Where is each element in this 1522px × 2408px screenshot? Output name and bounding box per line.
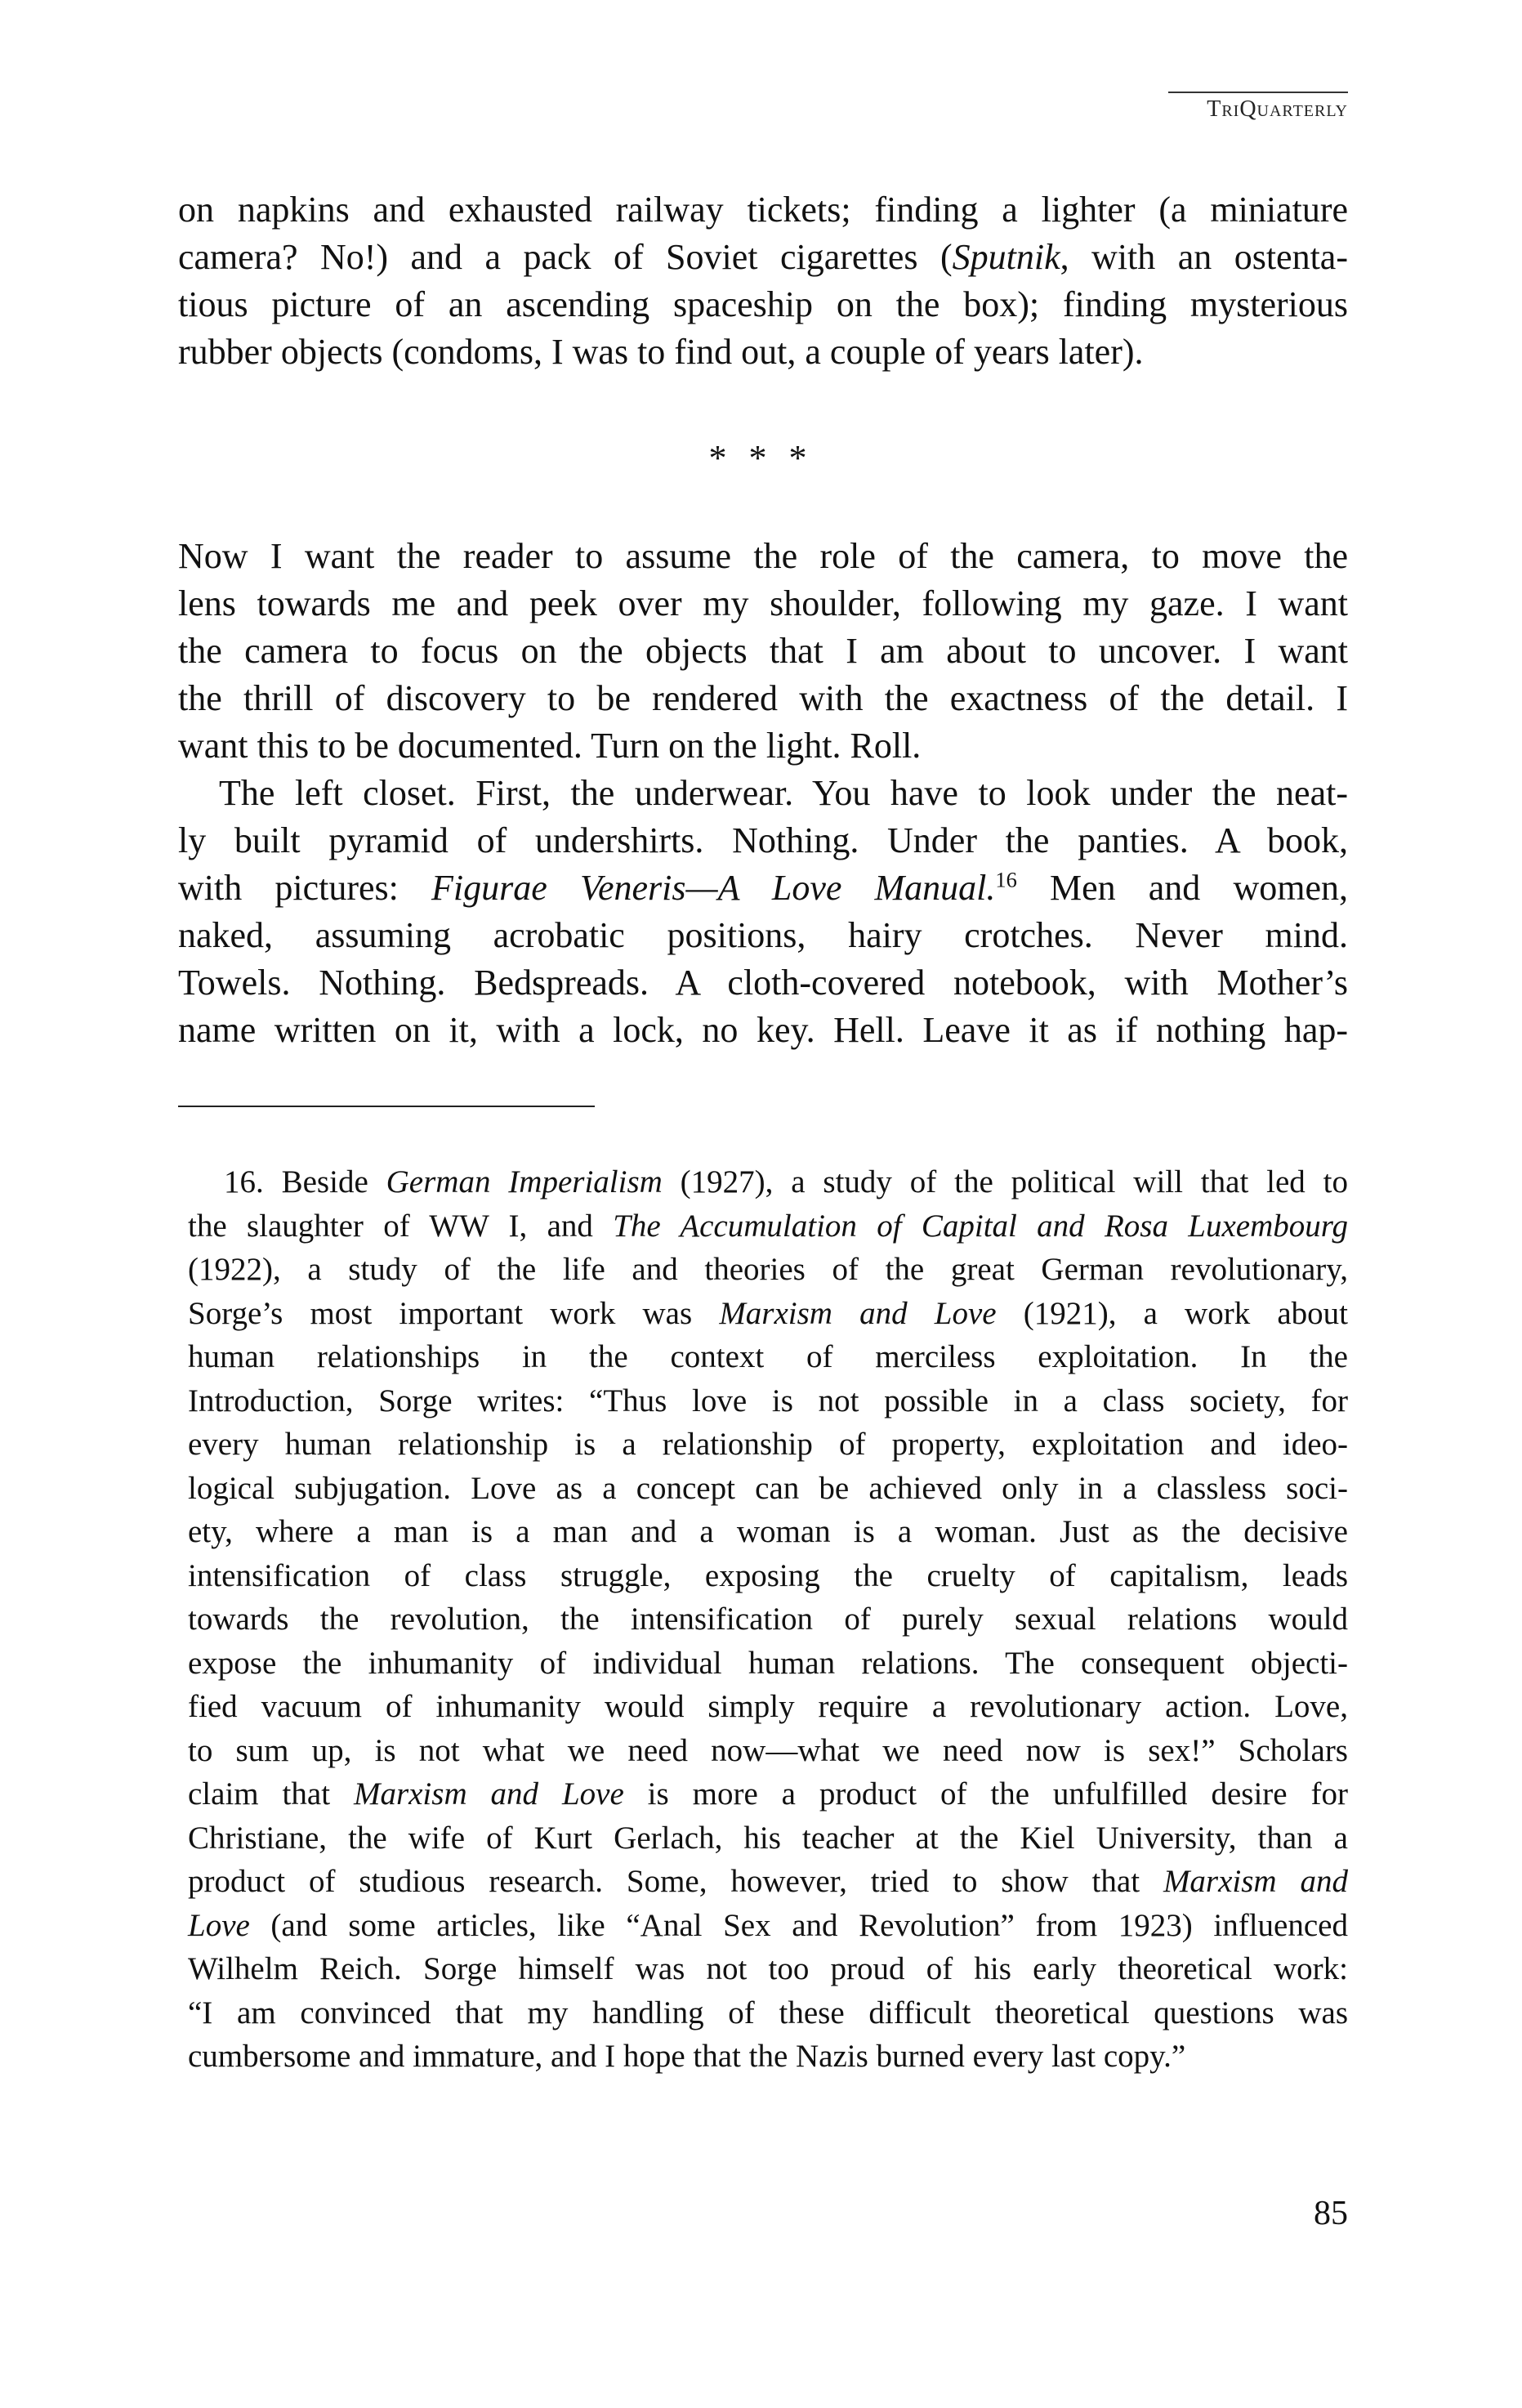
running-head-rule	[1168, 92, 1348, 93]
footnote-line: product of studious research. Some, however, tried to show that Marxism and	[188, 1864, 1348, 1899]
footnote-line: 16. Beside German Imperialism (1927), a study of the political will that led to	[224, 1164, 1348, 1200]
text-line: on napkins and exhausted railway tickets; finding a lighter (a miniature	[178, 190, 1348, 230]
text-line: camera? No!) and a pack of Soviet cigarettes (Sputnik, with an ostenta-	[178, 237, 1348, 277]
footnote-line: intensification of class struggle, exposing the cruelty of capitalism, leads	[188, 1557, 1348, 1593]
text-line: tious picture of an ascending spaceship on the box); finding mysterious	[178, 284, 1348, 324]
text-line: The left closet. First, the underwear. You have to look under the neat-	[219, 773, 1348, 813]
text-line: want this to be documented. Turn on the light. Roll.	[178, 726, 922, 766]
footnote-line: Wilhelm Reich. Sorge himself was not too proud of his early theoretical work:	[188, 1951, 1348, 1986]
page-number: 85	[1314, 2195, 1348, 2232]
footnote-line: logical subjugation. Love as a concept can be achieved only in a classless soci-	[188, 1470, 1348, 1506]
text-line: name written on it, with a lock, no key. Hell. Leave it as if nothing hap-	[178, 1010, 1348, 1050]
footnote-number: 16.	[224, 1164, 264, 1200]
footnote-line: (1922), a study of the life and theories of the great German revolutionary,	[188, 1252, 1348, 1287]
footnote-line: to sum up, is not what we need now—what we need now is sex!” Scholars	[188, 1732, 1348, 1768]
italic-title: Figurae Veneris—A Love Manual.	[431, 868, 996, 908]
footnote-line: ety, where a man is a man and a woman is a woman. Just as the decisive	[188, 1514, 1348, 1549]
text-line: naked, assuming acrobatic positions, hairy crotches. Never mind.	[178, 915, 1348, 955]
footnote-line: fied vacuum of inhumanity would simply require a revolutionary action. Love,	[188, 1689, 1348, 1724]
footnote-line: claim that Marxism and Love is more a product of the unfulfilled desire for	[188, 1776, 1348, 1812]
text-line: Now I want the reader to assume the role of the camera, to move the	[178, 536, 1348, 576]
text-line: the thrill of discovery to be rendered with the exactness of the detail. I	[178, 678, 1348, 718]
running-head: TriQuarterly	[1207, 96, 1348, 122]
footnote-16	[188, 1160, 1348, 2079]
paragraph-2	[178, 533, 1348, 770]
footnote-line: expose the inhumanity of individual human relations. The consequent objecti-	[188, 1645, 1348, 1681]
section-break: * * *	[708, 438, 814, 478]
footnote-rule	[178, 1106, 595, 1107]
footnote-reference: 16	[995, 867, 1017, 892]
text-line: with pictures: Figurae Veneris—A Love Manual.$^{16}$ Men and women,	[178, 867, 1348, 908]
paragraph-3	[178, 770, 1348, 1054]
footnote-line: Love (and some articles, like “Anal Sex and Revolution” from 1923) influenced	[188, 1907, 1348, 1943]
footnote-line: “I am convinced that my handling of these difficult theoretical questions was	[188, 1995, 1348, 2030]
paragraph-1	[178, 186, 1348, 376]
footnote-line: Introduction, Sorge writes: “Thus love is not possible in a class society, for	[188, 1383, 1348, 1418]
footnote-line: cumbersome and immature, and I hope that the Nazis burned every last copy.”	[188, 2039, 1186, 2074]
footnote-line: Sorge’s most important work was Marxism and Love (1921), a work about	[188, 1295, 1348, 1331]
footnote-line: the slaughter of WW I, and The Accumulation of Capital and Rosa Luxembourg	[188, 1208, 1348, 1244]
text-line: Towels. Nothing. Bedspreads. A cloth-covered notebook, with Mother’s	[178, 963, 1348, 1003]
text-line: the camera to focus on the objects that I am about to uncover. I want	[178, 631, 1348, 671]
italic-title: Sputnik	[952, 237, 1060, 277]
text-line: ly built pyramid of undershirts. Nothing. Under the panties. A book,	[178, 820, 1348, 860]
footnote-line: human relationships in the context of merciless exploitation. In the	[188, 1339, 1348, 1374]
text-line: lens towards me and peek over my shoulder, following my gaze. I want	[178, 583, 1348, 623]
footnote-line: Christiane, the wife of Kurt Gerlach, his teacher at the Kiel University, than a	[188, 1820, 1348, 1856]
footnote-line: towards the revolution, the intensification of purely sexual relations would	[188, 1602, 1348, 1637]
text-line: rubber objects (condoms, I was to find out, a couple of years later).	[178, 332, 1144, 372]
footnote-line: every human relationship is a relationship of property, exploitation and ideo-	[188, 1427, 1348, 1462]
